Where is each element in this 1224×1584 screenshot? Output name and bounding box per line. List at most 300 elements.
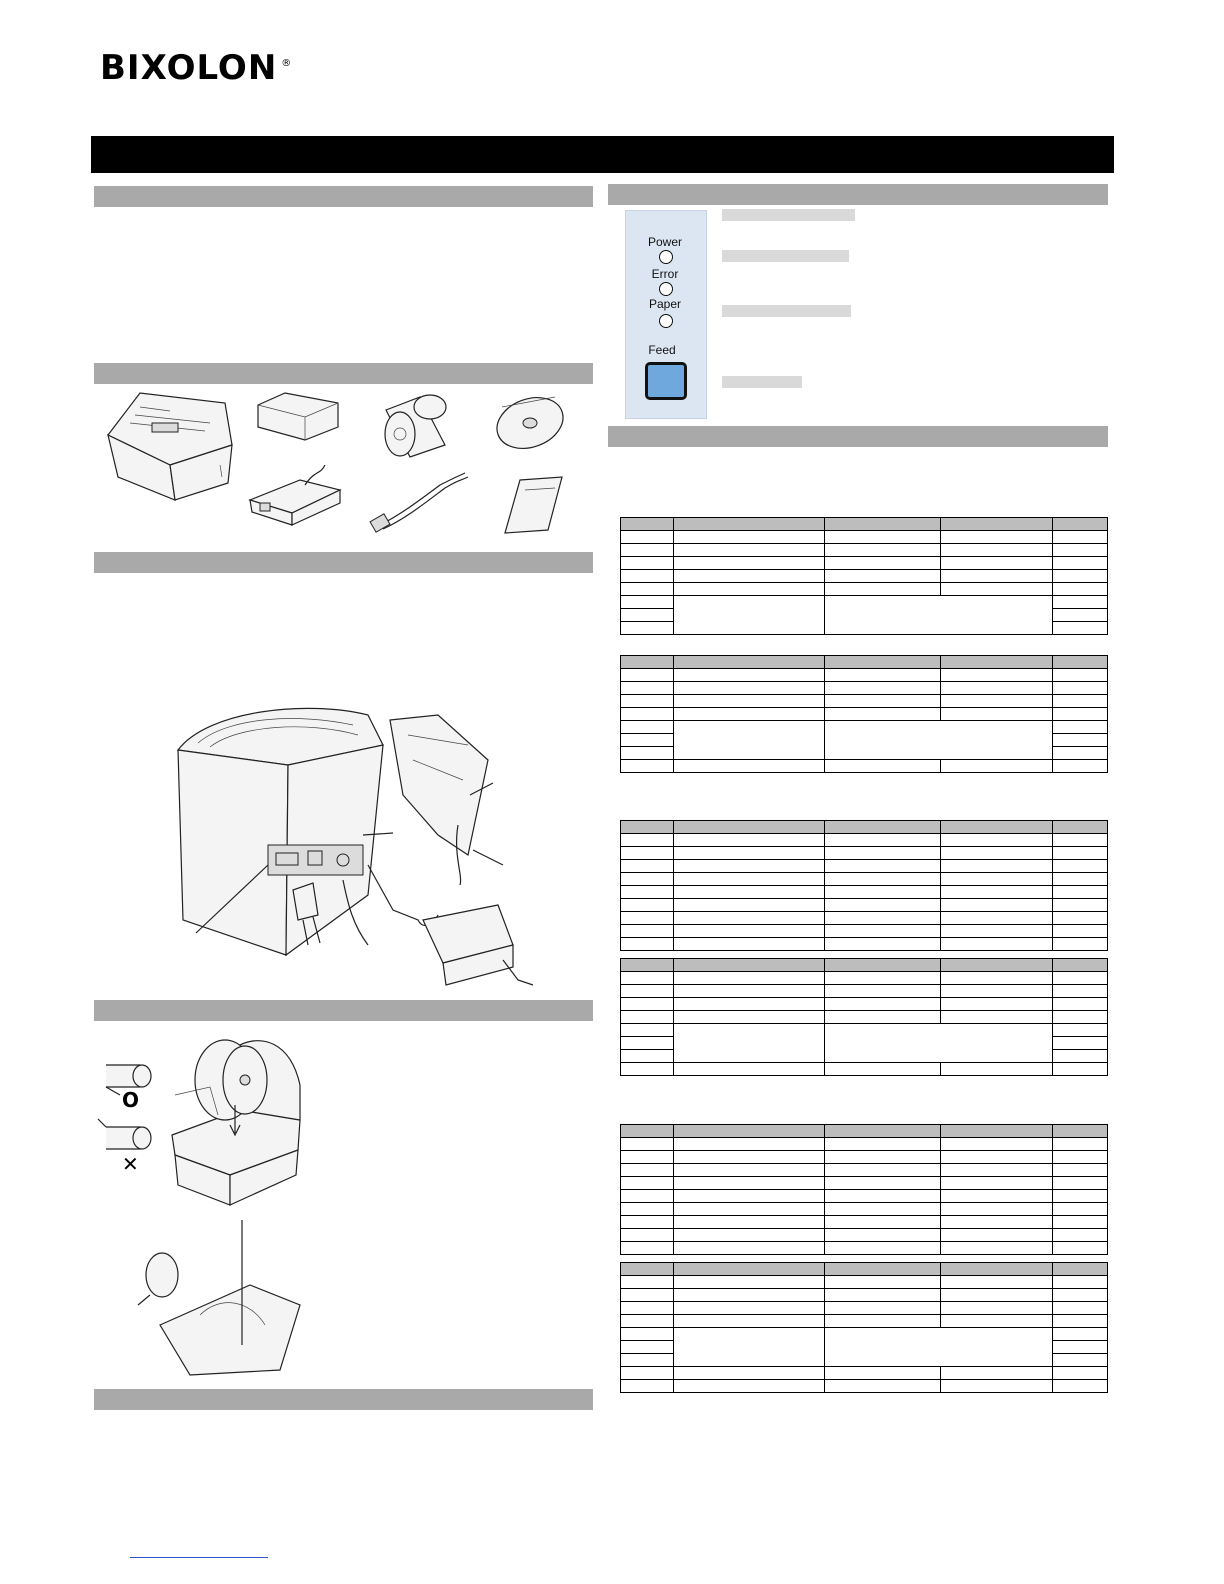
table-cell xyxy=(1053,1037,1108,1050)
table-cell xyxy=(621,1354,674,1367)
table-cell xyxy=(825,583,941,596)
table-cell xyxy=(825,1216,941,1229)
table-cell xyxy=(941,1263,1053,1276)
table-cell xyxy=(941,1302,1053,1315)
table-row xyxy=(621,925,1108,938)
table-cell xyxy=(1053,609,1108,622)
table-cell xyxy=(621,531,674,544)
table-cell xyxy=(621,747,674,760)
table-cell xyxy=(825,518,941,531)
table-cell xyxy=(621,1328,674,1341)
error-description-label xyxy=(722,250,849,262)
table-cell xyxy=(674,708,825,721)
table-header-row xyxy=(621,959,1108,972)
table-cell xyxy=(674,873,825,886)
table-cell xyxy=(1053,1125,1108,1138)
table-cell xyxy=(621,721,674,734)
table-cell xyxy=(1053,938,1108,951)
error-led-icon xyxy=(659,282,673,296)
table-cell xyxy=(1053,899,1108,912)
table-row xyxy=(621,1138,1108,1151)
table-cell xyxy=(674,860,825,873)
interface-cable-icon xyxy=(370,473,468,532)
table-cell xyxy=(674,656,825,669)
table-row xyxy=(621,721,1108,734)
table-cell xyxy=(941,959,1053,972)
table-row xyxy=(621,899,1108,912)
table-cell xyxy=(674,1138,825,1151)
feed-description-label xyxy=(722,376,802,388)
table-cell xyxy=(825,1289,941,1302)
paper-roll-icon xyxy=(385,395,446,457)
table-cell xyxy=(825,557,941,570)
table-cell xyxy=(1053,1328,1108,1341)
table-cell xyxy=(825,1138,941,1151)
table-header-row xyxy=(621,1125,1108,1138)
table-row xyxy=(621,1024,1108,1037)
table-cell xyxy=(1053,596,1108,609)
table-row xyxy=(621,682,1108,695)
table-cell xyxy=(825,1011,941,1024)
section-bar-interface xyxy=(608,426,1108,447)
table-row xyxy=(621,1380,1108,1393)
table-row xyxy=(621,596,1108,609)
table-cell xyxy=(825,1328,1053,1367)
feed-button-label: Feed xyxy=(648,343,676,357)
table-cell xyxy=(941,860,1053,873)
table-cell xyxy=(825,985,941,998)
table-cell xyxy=(941,583,1053,596)
cover-icon xyxy=(258,393,338,440)
power-led-label: Power xyxy=(647,235,682,249)
table-row xyxy=(621,1315,1108,1328)
table-cell xyxy=(1053,1203,1108,1216)
table-cell xyxy=(941,998,1053,1011)
table-cell xyxy=(825,721,1053,760)
table-cell xyxy=(1053,747,1108,760)
table-cell xyxy=(621,1151,674,1164)
table-cell xyxy=(825,1151,941,1164)
correct-symbol: O xyxy=(122,1088,140,1112)
table-cell xyxy=(674,847,825,860)
table-row xyxy=(621,1164,1108,1177)
section-bar-control-panel xyxy=(608,184,1108,205)
table-cell xyxy=(674,972,825,985)
table-cell xyxy=(825,938,941,951)
table-cell xyxy=(621,860,674,873)
pin-table xyxy=(620,517,1108,635)
table-cell xyxy=(674,834,825,847)
table-cell xyxy=(674,1302,825,1315)
table-cell xyxy=(825,1024,1053,1063)
table-cell xyxy=(941,1276,1053,1289)
table-cell xyxy=(825,708,941,721)
table-cell xyxy=(825,1063,941,1076)
table-cell xyxy=(1053,847,1108,860)
manual-icon xyxy=(505,477,562,533)
table-cell xyxy=(825,544,941,557)
paper-feed-detail-icon xyxy=(138,1220,300,1375)
table-cell xyxy=(674,1276,825,1289)
table-row xyxy=(621,860,1108,873)
table-row xyxy=(621,1367,1108,1380)
table-cell xyxy=(674,985,825,998)
table-cell xyxy=(1053,1276,1108,1289)
table-cell xyxy=(941,682,1053,695)
table-cell xyxy=(1053,1151,1108,1164)
table-row xyxy=(621,998,1108,1011)
table-cell xyxy=(621,899,674,912)
table-header-row xyxy=(621,821,1108,834)
table-cell xyxy=(1053,959,1108,972)
section-bar-bottom xyxy=(94,1389,593,1410)
table-cell xyxy=(621,1177,674,1190)
table-cell xyxy=(674,1315,825,1328)
table-cell xyxy=(674,518,825,531)
table-cell xyxy=(941,886,1053,899)
brand-logo xyxy=(100,50,292,86)
table-cell xyxy=(1053,925,1108,938)
table-cell xyxy=(621,959,674,972)
table-cell xyxy=(1053,860,1108,873)
printer-rear-view xyxy=(178,708,383,955)
table-cell xyxy=(621,1302,674,1315)
table-cell xyxy=(674,959,825,972)
printer-open-icon xyxy=(172,1040,300,1205)
pin-table xyxy=(620,655,1108,773)
table-cell xyxy=(621,583,674,596)
table-cell xyxy=(1053,873,1108,886)
table-cell xyxy=(621,972,674,985)
error-led-label: Error xyxy=(651,267,679,281)
table-cell xyxy=(621,1050,674,1063)
table-cell xyxy=(621,1289,674,1302)
table-row xyxy=(621,1276,1108,1289)
table-cell xyxy=(941,873,1053,886)
table-cell xyxy=(1053,1242,1108,1255)
table-cell xyxy=(825,834,941,847)
table-cell xyxy=(674,912,825,925)
table-row xyxy=(621,1229,1108,1242)
table-row xyxy=(621,760,1108,773)
section-bar-connection xyxy=(94,552,593,573)
table-cell xyxy=(621,695,674,708)
table-cell xyxy=(621,734,674,747)
table-cell xyxy=(825,596,1053,635)
table-cell xyxy=(621,834,674,847)
power-adapter-icon xyxy=(250,465,340,525)
table-cell xyxy=(941,544,1053,557)
table-cell xyxy=(621,557,674,570)
table-cell xyxy=(941,1367,1053,1380)
table-cell xyxy=(621,847,674,860)
table-row xyxy=(621,1063,1108,1076)
table-cell xyxy=(825,821,941,834)
table-cell xyxy=(621,912,674,925)
power-description-label xyxy=(722,209,855,221)
table-cell xyxy=(825,1302,941,1315)
table-cell xyxy=(825,1367,941,1380)
table-cell xyxy=(825,531,941,544)
table-cell xyxy=(674,557,825,570)
table-cell xyxy=(674,1164,825,1177)
table-cell xyxy=(621,1203,674,1216)
table-cell xyxy=(1053,570,1108,583)
table-cell xyxy=(941,1063,1053,1076)
feed-button[interactable] xyxy=(645,362,687,400)
table-row xyxy=(621,570,1108,583)
table-cell xyxy=(1053,1138,1108,1151)
table-row xyxy=(621,972,1108,985)
paper-roll-wrong-icon xyxy=(98,1119,151,1149)
table-cell xyxy=(825,847,941,860)
table-cell xyxy=(621,518,674,531)
table-row xyxy=(621,1328,1108,1341)
table-cell xyxy=(674,998,825,1011)
table-row xyxy=(621,938,1108,951)
table-cell xyxy=(825,899,941,912)
table-cell xyxy=(674,1203,825,1216)
table-cell xyxy=(825,860,941,873)
table-cell xyxy=(621,1125,674,1138)
table-cell xyxy=(941,1151,1053,1164)
table-cell xyxy=(825,972,941,985)
table-cell xyxy=(941,821,1053,834)
footer-link[interactable] xyxy=(130,1557,268,1558)
table-cell xyxy=(674,1289,825,1302)
table-cell xyxy=(941,1190,1053,1203)
table-cell xyxy=(1053,583,1108,596)
table-cell xyxy=(941,695,1053,708)
table-cell xyxy=(1053,1229,1108,1242)
table-cell xyxy=(674,570,825,583)
table-cell xyxy=(674,1024,825,1063)
section-bar-introduction xyxy=(94,186,593,207)
table-cell xyxy=(621,669,674,682)
table-cell xyxy=(941,1125,1053,1138)
table-cell xyxy=(621,1380,674,1393)
pin-table xyxy=(620,820,1108,951)
table-cell xyxy=(825,1164,941,1177)
table-cell xyxy=(941,1138,1053,1151)
brand-name: BIXOLON xyxy=(100,48,278,88)
table-cell xyxy=(674,1242,825,1255)
table-cell xyxy=(825,998,941,1011)
table-cell xyxy=(825,886,941,899)
table-cell xyxy=(1053,1024,1108,1037)
table-cell xyxy=(941,708,1053,721)
table-cell xyxy=(621,1276,674,1289)
table-cell xyxy=(621,708,674,721)
table-cell xyxy=(674,899,825,912)
table-cell xyxy=(1053,834,1108,847)
paper-installation-illustration xyxy=(100,1025,310,1385)
table-cell xyxy=(941,938,1053,951)
table-cell xyxy=(941,1177,1053,1190)
table-cell xyxy=(621,873,674,886)
table-cell xyxy=(941,656,1053,669)
table-cell xyxy=(1053,682,1108,695)
table-cell xyxy=(1053,821,1108,834)
package-contents-illustration xyxy=(100,385,570,535)
table-cell xyxy=(1053,1164,1108,1177)
table-cell xyxy=(674,1216,825,1229)
table-cell xyxy=(825,1276,941,1289)
table-cell xyxy=(941,1289,1053,1302)
table-cell xyxy=(941,531,1053,544)
paper-led-icon xyxy=(659,314,673,328)
table-cell xyxy=(621,1229,674,1242)
table-cell xyxy=(674,1229,825,1242)
table-cell xyxy=(1053,557,1108,570)
table-cell xyxy=(1053,622,1108,635)
table-cell xyxy=(621,1263,674,1276)
table-cell xyxy=(621,925,674,938)
table-cell xyxy=(621,1138,674,1151)
table-row xyxy=(621,886,1108,899)
table-cell xyxy=(825,1177,941,1190)
table-row xyxy=(621,873,1108,886)
table-cell xyxy=(674,1177,825,1190)
printer-icon xyxy=(108,393,232,500)
table-cell xyxy=(825,1242,941,1255)
table-cell xyxy=(674,583,825,596)
table-row xyxy=(621,669,1108,682)
table-cell xyxy=(1053,1367,1108,1380)
table-cell xyxy=(941,1203,1053,1216)
wrong-symbol: ✕ xyxy=(122,1152,139,1176)
paper-led-label: Paper xyxy=(648,297,682,311)
table-cell xyxy=(674,682,825,695)
table-cell xyxy=(825,1315,941,1328)
table-cell xyxy=(674,886,825,899)
table-cell xyxy=(825,1203,941,1216)
registered-mark: ® xyxy=(281,58,293,69)
table-cell xyxy=(1053,1302,1108,1315)
table-cell xyxy=(941,847,1053,860)
table-cell xyxy=(1053,721,1108,734)
table-cell xyxy=(621,886,674,899)
table-row xyxy=(621,531,1108,544)
table-row xyxy=(621,544,1108,557)
table-cell xyxy=(941,669,1053,682)
table-row xyxy=(621,985,1108,998)
table-cell xyxy=(941,1242,1053,1255)
table-cell xyxy=(1053,985,1108,998)
table-row xyxy=(621,834,1108,847)
table-cell xyxy=(621,656,674,669)
table-cell xyxy=(941,834,1053,847)
table-cell xyxy=(674,1380,825,1393)
table-cell xyxy=(674,721,825,760)
table-cell xyxy=(1053,1380,1108,1393)
table-cell xyxy=(941,1011,1053,1024)
table-cell xyxy=(621,1164,674,1177)
table-row xyxy=(621,708,1108,721)
table-cell xyxy=(674,669,825,682)
table-cell xyxy=(1053,912,1108,925)
table-cell xyxy=(674,1367,825,1380)
table-cell xyxy=(1053,531,1108,544)
table-cell xyxy=(941,1380,1053,1393)
table-header-row xyxy=(621,656,1108,669)
table-cell xyxy=(621,1315,674,1328)
table-cell xyxy=(621,1242,674,1255)
table-cell xyxy=(825,1190,941,1203)
table-row xyxy=(621,557,1108,570)
table-cell xyxy=(621,821,674,834)
table-cell xyxy=(825,695,941,708)
table-cell xyxy=(621,682,674,695)
table-cell xyxy=(1053,760,1108,773)
table-row xyxy=(621,1177,1108,1190)
table-row xyxy=(621,1151,1108,1164)
pin-table xyxy=(620,1124,1108,1255)
table-cell xyxy=(1053,734,1108,747)
table-cell xyxy=(941,1315,1053,1328)
table-cell xyxy=(621,998,674,1011)
table-cell xyxy=(621,570,674,583)
section-bar-contents xyxy=(94,363,593,384)
table-cell xyxy=(674,760,825,773)
table-row xyxy=(621,847,1108,860)
table-row xyxy=(621,1011,1108,1024)
table-header-row xyxy=(621,1263,1108,1276)
table-cell xyxy=(825,959,941,972)
table-row xyxy=(621,1302,1108,1315)
table-cell xyxy=(621,544,674,557)
paper-description-label xyxy=(722,305,851,317)
table-cell xyxy=(1053,1354,1108,1367)
table-cell xyxy=(825,1229,941,1242)
table-cell xyxy=(941,925,1053,938)
table-cell xyxy=(1053,708,1108,721)
table-cell xyxy=(1053,1289,1108,1302)
table-cell xyxy=(621,1341,674,1354)
table-cell xyxy=(941,518,1053,531)
table-cell xyxy=(674,821,825,834)
table-cell xyxy=(941,557,1053,570)
table-row xyxy=(621,583,1108,596)
table-cell xyxy=(1053,998,1108,1011)
table-cell xyxy=(674,938,825,951)
table-cell xyxy=(941,760,1053,773)
table-cell xyxy=(621,1367,674,1380)
table-cell xyxy=(621,596,674,609)
table-cell xyxy=(825,656,941,669)
table-cell xyxy=(621,1216,674,1229)
table-row xyxy=(621,695,1108,708)
table-cell xyxy=(621,938,674,951)
table-row xyxy=(621,1289,1108,1302)
table-cell xyxy=(621,1190,674,1203)
table-row xyxy=(621,1242,1108,1255)
table-cell xyxy=(1053,1263,1108,1276)
table-cell xyxy=(674,1125,825,1138)
table-cell xyxy=(825,873,941,886)
table-cell xyxy=(1053,1177,1108,1190)
table-row xyxy=(621,1203,1108,1216)
table-cell xyxy=(621,1063,674,1076)
table-cell xyxy=(621,622,674,635)
table-cell xyxy=(674,925,825,938)
table-cell xyxy=(1053,695,1108,708)
table-cell xyxy=(825,912,941,925)
table-cell xyxy=(1053,1063,1108,1076)
table-cell xyxy=(1053,669,1108,682)
table-cell xyxy=(1053,1050,1108,1063)
table-row xyxy=(621,1216,1108,1229)
